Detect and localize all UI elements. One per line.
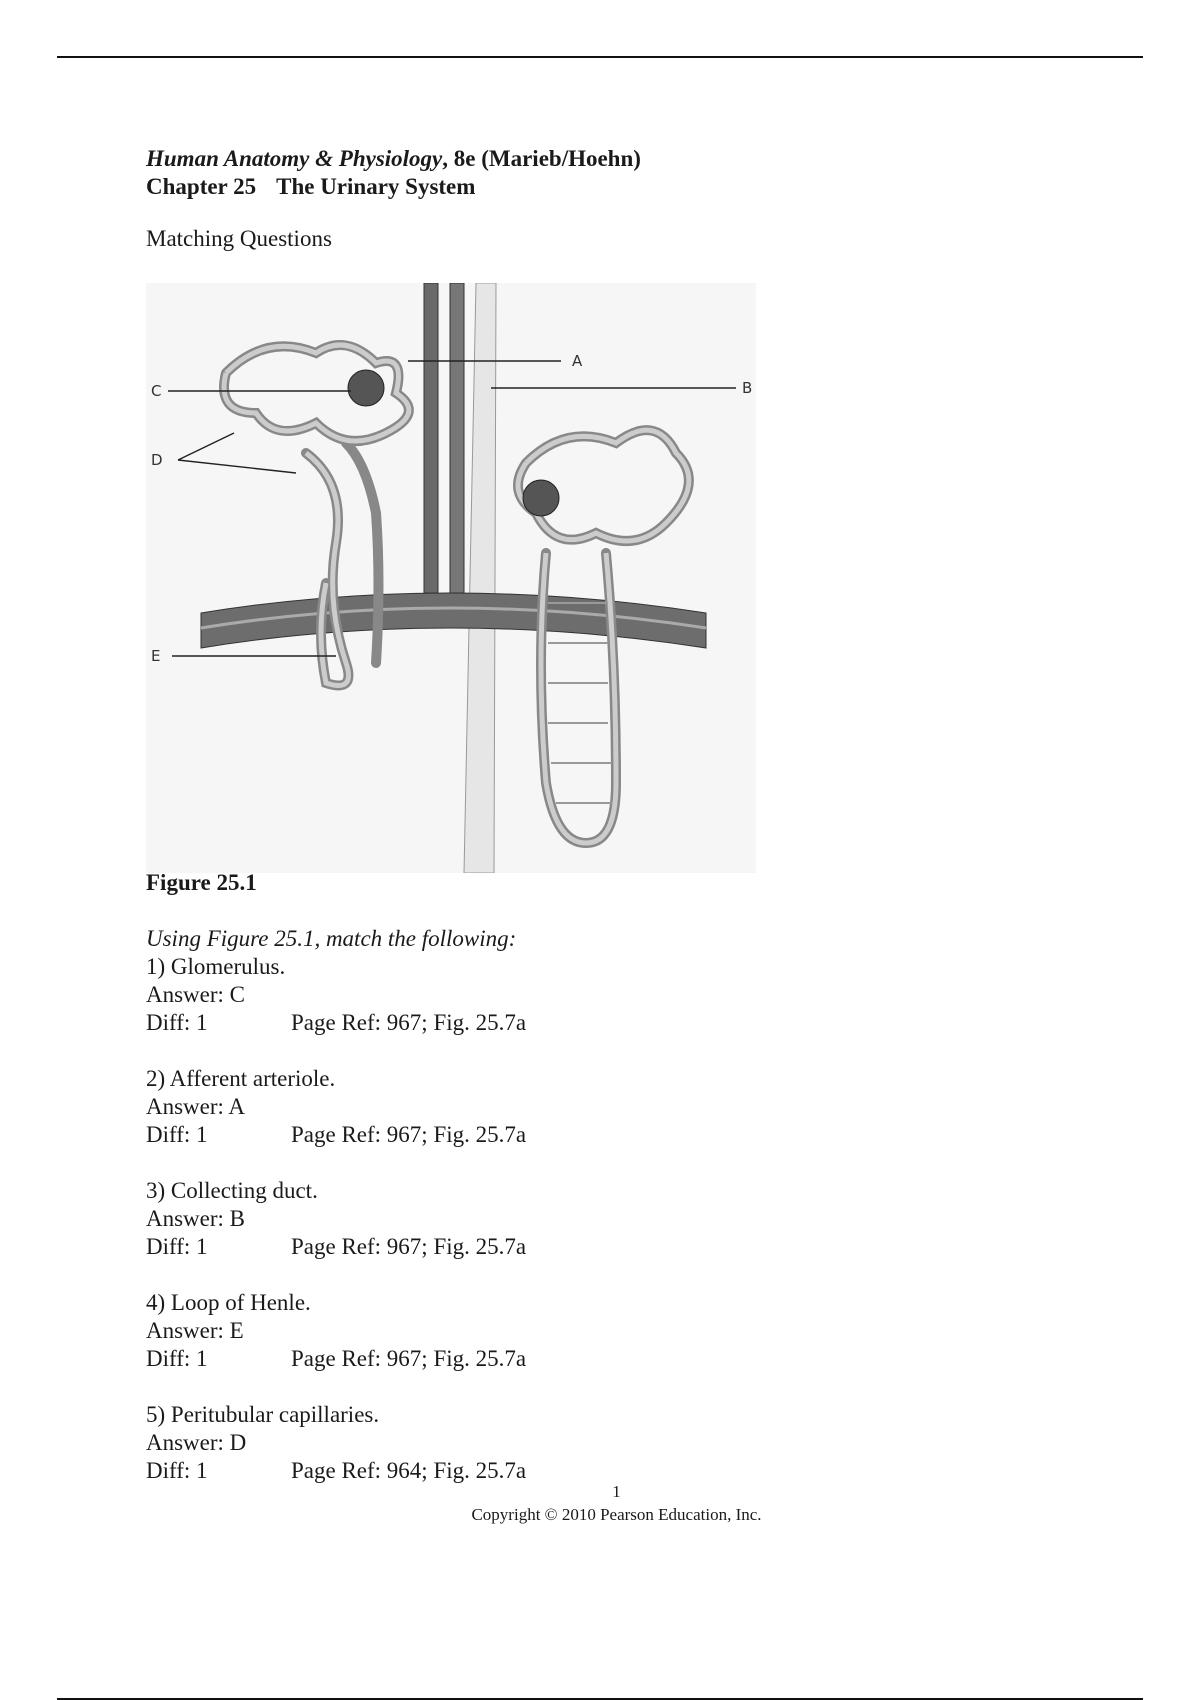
question-diff: Diff: 1 xyxy=(146,1122,208,1147)
question-prompt: 1) Glomerulus. xyxy=(146,954,286,979)
question-diff: Diff: 1 xyxy=(146,1458,208,1483)
question-meta xyxy=(146,1009,846,1037)
header-block xyxy=(146,145,1046,253)
question-item xyxy=(146,953,846,1037)
question-ref: Page Ref: 964; Fig. 25.7a xyxy=(291,1458,527,1483)
copyright: Copyright © 2010 Pearson Education, Inc. xyxy=(471,1505,762,1524)
label-d: D xyxy=(151,451,163,469)
label-b: B xyxy=(742,379,753,397)
question-item xyxy=(146,1289,846,1373)
question-answer: Answer: A xyxy=(146,1094,246,1119)
chapter-line xyxy=(146,173,1046,201)
edition: , 8e (Marieb/Hoehn) xyxy=(442,146,641,171)
question-answer: Answer: D xyxy=(146,1430,247,1455)
question-ref: Page Ref: 967; Fig. 25.7a xyxy=(291,1122,527,1147)
page-number: 1 xyxy=(612,1482,621,1501)
figure-caption: Figure 25.1 xyxy=(146,870,257,895)
question-answer: Answer: E xyxy=(146,1318,244,1343)
question-ref: Page Ref: 967; Fig. 25.7a xyxy=(291,1234,527,1259)
question-item xyxy=(146,1177,846,1261)
question-ref: Page Ref: 967; Fig. 25.7a xyxy=(291,1010,527,1035)
question-prompt: 3) Collecting duct. xyxy=(146,1178,318,1203)
question-meta xyxy=(146,1457,846,1485)
question-prompt: 2) Afferent arteriole. xyxy=(146,1066,336,1091)
chapter-title: The Urinary System xyxy=(276,174,476,199)
question-item xyxy=(146,1401,846,1485)
book-title: Human Anatomy & Physiology xyxy=(146,146,443,171)
instruction: Using Figure 25.1, match the following: xyxy=(146,926,517,951)
section-label: Matching Questions xyxy=(146,226,332,251)
question-answer: Answer: C xyxy=(146,982,246,1007)
question-meta xyxy=(146,1345,846,1373)
label-a: A xyxy=(572,352,583,370)
question-prompt: 4) Loop of Henle. xyxy=(146,1290,311,1315)
question-list xyxy=(146,925,846,1513)
label-e: E xyxy=(151,647,161,665)
question-meta xyxy=(146,1121,846,1149)
question-answer: Answer: B xyxy=(146,1206,246,1231)
question-diff: Diff: 1 xyxy=(146,1346,208,1371)
question-prompt: 5) Peritubular capillaries. xyxy=(146,1402,380,1427)
question-ref: Page Ref: 967; Fig. 25.7a xyxy=(291,1346,527,1371)
question-meta xyxy=(146,1233,846,1261)
book-title-line xyxy=(146,145,1046,173)
chapter-number: Chapter 25 xyxy=(146,174,257,199)
question-item xyxy=(146,1065,846,1149)
question-diff: Diff: 1 xyxy=(146,1010,208,1035)
top-rule xyxy=(57,56,1143,58)
question-diff: Diff: 1 xyxy=(146,1234,208,1259)
nephron-figure xyxy=(146,283,756,873)
label-c: C xyxy=(151,382,162,400)
